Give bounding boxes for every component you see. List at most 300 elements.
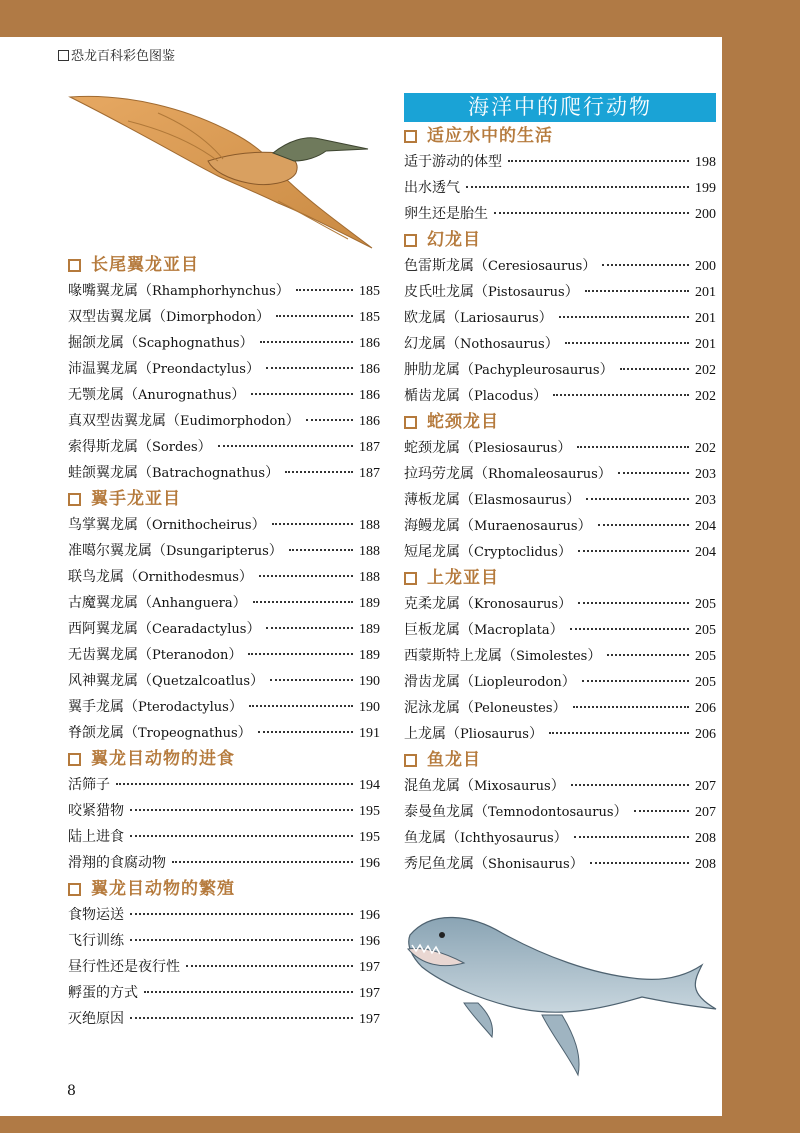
entry-latin-name: Anurognathus bbox=[138, 388, 232, 403]
entry-page-number: 206 bbox=[695, 701, 716, 716]
entry-title: 海鳗龙属（Muraenosaurus） bbox=[404, 518, 592, 534]
toc-left-column bbox=[68, 252, 380, 1032]
entry-title: 幻龙属（Nothosaurus） bbox=[404, 336, 559, 352]
entry-chinese-name: 蛙颌翼龙属 bbox=[68, 465, 138, 481]
entry-title: 鱼龙属（Ichthyosaurus） bbox=[404, 830, 568, 846]
entry-page-number: 204 bbox=[695, 545, 716, 560]
checkbox-square-icon bbox=[68, 493, 81, 506]
entry-title bbox=[68, 928, 124, 954]
leader-dots bbox=[253, 601, 353, 603]
entry-page-number: 186 bbox=[359, 414, 380, 429]
entry-title bbox=[404, 149, 502, 175]
header-title: 恐龙百科彩色图鉴 bbox=[71, 49, 176, 64]
entry-title: 古魔翼龙属（Anhanguera） bbox=[68, 595, 247, 611]
entry-page-number: 185 bbox=[359, 310, 380, 325]
entry-latin-name: Peloneustes bbox=[474, 701, 553, 716]
toc-entry[interactable] bbox=[404, 773, 716, 799]
entry-chinese-name: 出水透气 bbox=[404, 180, 460, 196]
category-title: 上龙亚目 bbox=[427, 568, 499, 588]
entry-title bbox=[404, 175, 460, 201]
leader-dots bbox=[578, 602, 689, 604]
leader-dots bbox=[251, 393, 353, 395]
leader-dots bbox=[585, 290, 689, 292]
toc-entry[interactable] bbox=[68, 850, 380, 876]
running-header bbox=[58, 45, 175, 64]
entry-title: 上龙属（Pliosaurus） bbox=[404, 726, 543, 742]
entry-title: 无齿翼龙属（Pteranodon） bbox=[68, 647, 243, 663]
category-title: 长尾翼龙亚目 bbox=[91, 255, 199, 275]
entry-chinese-name: 西蒙斯特上龙属 bbox=[404, 648, 502, 664]
toc-right-column bbox=[404, 93, 716, 877]
category-title: 翼龙目动物的繁殖 bbox=[91, 879, 235, 899]
entry-title: 薄板龙属（Elasmosaurus） bbox=[404, 492, 581, 508]
leader-dots bbox=[285, 471, 353, 473]
toc-entry[interactable] bbox=[404, 695, 716, 721]
toc-entry[interactable] bbox=[68, 278, 380, 304]
header-box-icon bbox=[58, 50, 69, 61]
entry-page-number: 186 bbox=[359, 336, 380, 351]
entry-page-number: 196 bbox=[359, 934, 380, 949]
entry-page-number: 204 bbox=[695, 519, 716, 534]
entry-chinese-name: 真双型齿翼龙属 bbox=[68, 413, 166, 429]
entry-page-number: 207 bbox=[695, 805, 716, 820]
leader-dots bbox=[259, 575, 353, 577]
entry-latin-name: Quetzalcoatlus bbox=[152, 674, 250, 689]
category-heading bbox=[404, 123, 716, 149]
entry-latin-name: Eudimorphodon bbox=[180, 414, 286, 429]
entry-latin-name: Ornithodesmus bbox=[138, 570, 239, 585]
toc-entry[interactable] bbox=[68, 538, 380, 564]
entry-page-number: 195 bbox=[359, 804, 380, 819]
toc-entry[interactable] bbox=[404, 643, 716, 669]
toc-entry[interactable] bbox=[68, 616, 380, 642]
toc-entry[interactable] bbox=[68, 980, 380, 1006]
leader-dots bbox=[549, 732, 689, 734]
leader-dots bbox=[553, 394, 689, 396]
entry-page-number: 187 bbox=[359, 466, 380, 481]
entry-latin-name: Cryptoclidus bbox=[474, 545, 558, 560]
toc-entry[interactable] bbox=[68, 330, 380, 356]
entry-title bbox=[68, 954, 180, 980]
entry-title bbox=[404, 201, 488, 227]
entry-title: 沛温翼龙属（Preondactylus） bbox=[68, 361, 260, 377]
entry-page-number: 190 bbox=[359, 700, 380, 715]
category-heading bbox=[68, 486, 380, 512]
entry-page-number: 208 bbox=[695, 857, 716, 872]
entry-title bbox=[68, 1006, 124, 1032]
page-number: 8 bbox=[67, 1083, 76, 1099]
toc-entry[interactable] bbox=[68, 304, 380, 330]
leader-dots bbox=[586, 498, 689, 500]
toc-entry[interactable] bbox=[404, 617, 716, 643]
category-heading bbox=[404, 747, 716, 773]
toc-entry[interactable] bbox=[68, 642, 380, 668]
entry-page-number: 189 bbox=[359, 622, 380, 637]
category-heading bbox=[68, 876, 380, 902]
toc-entry[interactable] bbox=[68, 512, 380, 538]
leader-dots bbox=[582, 680, 689, 682]
entry-title bbox=[68, 824, 124, 850]
leader-dots bbox=[249, 705, 353, 707]
toc-entry[interactable] bbox=[404, 513, 716, 539]
leader-dots bbox=[508, 160, 689, 162]
entry-title: 巨板龙属（Macroplata） bbox=[404, 622, 564, 638]
entry-title: 索得斯龙属（Sordes） bbox=[68, 439, 212, 455]
entry-chinese-name: 活筛子 bbox=[68, 777, 110, 793]
entry-chinese-name: 灭绝原因 bbox=[68, 1011, 124, 1027]
entry-latin-name: Elasmosaurus bbox=[474, 493, 567, 508]
entry-chinese-name: 食物运送 bbox=[68, 907, 124, 923]
toc-entry[interactable] bbox=[404, 279, 716, 305]
entry-chinese-name: 欧龙属 bbox=[404, 310, 446, 326]
toc-entry[interactable] bbox=[68, 928, 380, 954]
category-title: 翼龙目动物的进食 bbox=[91, 749, 235, 769]
entry-latin-name: Plesiosaurus bbox=[474, 441, 558, 456]
entry-chinese-name: 皮氏吐龙属 bbox=[404, 284, 474, 300]
entry-title: 无颚龙属（Anurognathus） bbox=[68, 387, 246, 403]
entry-title: 克柔龙属（Kronosaurus） bbox=[404, 596, 573, 612]
entry-chinese-name: 秀尼鱼龙属 bbox=[404, 856, 474, 872]
entry-chinese-name: 短尾龙属 bbox=[404, 544, 460, 560]
leader-dots bbox=[634, 810, 689, 812]
entry-title bbox=[68, 772, 110, 798]
entry-chinese-name: 孵蛋的方式 bbox=[68, 985, 138, 1001]
entry-chinese-name: 飞行训练 bbox=[68, 933, 124, 949]
entry-page-number: 195 bbox=[359, 830, 380, 845]
leader-dots bbox=[607, 654, 689, 656]
leader-dots bbox=[577, 446, 689, 448]
entry-chinese-name: 卵生还是胎生 bbox=[404, 206, 488, 222]
toc-entry[interactable] bbox=[68, 720, 380, 746]
entry-chinese-name: 巨板龙属 bbox=[404, 622, 460, 638]
entry-page-number: 201 bbox=[695, 285, 716, 300]
book-page bbox=[0, 37, 722, 1116]
entry-page-number: 203 bbox=[695, 467, 716, 482]
entry-page-number: 202 bbox=[695, 389, 716, 404]
leader-dots bbox=[306, 419, 353, 421]
entry-chinese-name: 鱼龙属 bbox=[404, 830, 446, 846]
entry-latin-name: Nothosaurus bbox=[460, 337, 545, 352]
leader-dots bbox=[260, 341, 353, 343]
entry-latin-name: Temnodontosaurus bbox=[488, 805, 614, 820]
entry-chinese-name: 翼手龙属 bbox=[68, 699, 124, 715]
toc-entry[interactable] bbox=[404, 591, 716, 617]
entry-page-number: 203 bbox=[695, 493, 716, 508]
entry-title: 拉玛劳龙属（Rhomaleosaurus） bbox=[404, 466, 612, 482]
entry-chinese-name: 滑翔的食腐动物 bbox=[68, 855, 166, 871]
entry-title: 蛇颈龙属（Plesiosaurus） bbox=[404, 440, 572, 456]
entry-latin-name: Kronosaurus bbox=[474, 597, 559, 612]
toc-entry[interactable] bbox=[404, 175, 716, 201]
entry-page-number: 197 bbox=[359, 986, 380, 1001]
entry-title: 鸟掌翼龙属（Ornithocheirus） bbox=[68, 517, 266, 533]
entry-title: 翼手龙属（Pterodactylus） bbox=[68, 699, 243, 715]
toc-entry[interactable] bbox=[68, 408, 380, 434]
entry-chinese-name: 脊颌龙属 bbox=[68, 725, 124, 741]
category-heading bbox=[404, 227, 716, 253]
toc-entry[interactable] bbox=[68, 1006, 380, 1032]
entry-chinese-name: 陆上进食 bbox=[68, 829, 124, 845]
entry-chinese-name: 滑齿龙属 bbox=[404, 674, 460, 690]
leader-dots bbox=[620, 368, 689, 370]
entry-page-number: 188 bbox=[359, 570, 380, 585]
toc-entry[interactable] bbox=[68, 590, 380, 616]
entry-page-number: 189 bbox=[359, 596, 380, 611]
entry-title: 泰曼鱼龙属（Temnodontosaurus） bbox=[404, 804, 628, 820]
entry-chinese-name: 适于游动的体型 bbox=[404, 154, 502, 170]
entry-title: 欧龙属（Lariosaurus） bbox=[404, 310, 553, 326]
entry-page-number: 186 bbox=[359, 362, 380, 377]
toc-entry[interactable] bbox=[404, 357, 716, 383]
checkbox-square-icon bbox=[68, 259, 81, 272]
toc-entry[interactable] bbox=[404, 799, 716, 825]
entry-page-number: 191 bbox=[359, 726, 380, 741]
entry-latin-name: Dimorphodon bbox=[166, 310, 256, 325]
entry-latin-name: Cearadactylus bbox=[152, 622, 247, 637]
toc-entry[interactable] bbox=[404, 721, 716, 747]
entry-page-number: 186 bbox=[359, 388, 380, 403]
toc-entry[interactable] bbox=[68, 382, 380, 408]
leader-dots bbox=[598, 524, 689, 526]
leader-dots bbox=[130, 835, 353, 837]
entry-chinese-name: 肿肋龙属 bbox=[404, 362, 460, 378]
entry-chinese-name: 联鸟龙属 bbox=[68, 569, 124, 585]
entry-title: 西蒙斯特上龙属（Simolestes） bbox=[404, 648, 602, 664]
toc-entry[interactable] bbox=[68, 694, 380, 720]
entry-chinese-name: 西阿翼龙属 bbox=[68, 621, 138, 637]
leader-dots bbox=[565, 342, 689, 344]
leader-dots bbox=[130, 939, 353, 941]
toc-entry[interactable] bbox=[404, 201, 716, 227]
toc-entry[interactable] bbox=[404, 461, 716, 487]
entry-latin-name: Pteranodon bbox=[152, 648, 229, 663]
toc-entry[interactable] bbox=[68, 954, 380, 980]
category-heading bbox=[68, 746, 380, 772]
entry-title: 秀尼鱼龙属（Shonisaurus） bbox=[404, 856, 584, 872]
entry-latin-name: Pterodactylus bbox=[138, 700, 229, 715]
entry-chinese-name: 蛇颈龙属 bbox=[404, 440, 460, 456]
toc-entry[interactable] bbox=[404, 487, 716, 513]
toc-entry[interactable] bbox=[68, 902, 380, 928]
entry-latin-name: Lariosaurus bbox=[460, 311, 539, 326]
toc-entry[interactable] bbox=[404, 253, 716, 279]
toc-entry[interactable] bbox=[68, 434, 380, 460]
entry-title: 准噶尔翼龙属（Dsungaripterus） bbox=[68, 543, 283, 559]
entry-latin-name: Batrachognathus bbox=[152, 466, 266, 481]
entry-title: 楯齿龙属（Placodus） bbox=[404, 388, 548, 404]
leader-dots bbox=[570, 628, 689, 630]
entry-chinese-name: 上龙属 bbox=[404, 726, 446, 742]
entry-page-number: 194 bbox=[359, 778, 380, 793]
leader-dots bbox=[270, 679, 353, 681]
entry-title bbox=[68, 850, 166, 876]
entry-page-number: 205 bbox=[695, 623, 716, 638]
entry-latin-name: Placodus bbox=[474, 389, 534, 404]
checkbox-square-icon bbox=[404, 754, 417, 767]
entry-page-number: 188 bbox=[359, 518, 380, 533]
entry-latin-name: Ceresiosaurus bbox=[488, 259, 583, 274]
entry-page-number: 205 bbox=[695, 649, 716, 664]
entry-latin-name: Ornithocheirus bbox=[152, 518, 252, 533]
toc-entry[interactable] bbox=[404, 539, 716, 565]
checkbox-square-icon bbox=[68, 883, 81, 896]
entry-title: 混鱼龙属（Mixosaurus） bbox=[404, 778, 565, 794]
entry-chinese-name: 沛温翼龙属 bbox=[68, 361, 138, 377]
entry-latin-name: Pachypleurosaurus bbox=[474, 363, 600, 378]
entry-title: 掘颌龙属（Scaphognathus） bbox=[68, 335, 254, 351]
leader-dots bbox=[116, 783, 353, 785]
entry-latin-name: Pistosaurus bbox=[488, 285, 565, 300]
toc-entry[interactable] bbox=[68, 668, 380, 694]
checkbox-square-icon bbox=[404, 572, 417, 585]
entry-latin-name: Shonisaurus bbox=[488, 857, 570, 872]
entry-latin-name: Sordes bbox=[152, 440, 198, 455]
entry-latin-name: Preondactylus bbox=[152, 362, 246, 377]
section-banner: 海洋中的爬行动物 bbox=[404, 93, 716, 122]
toc-entry[interactable] bbox=[68, 798, 380, 824]
category-heading bbox=[404, 565, 716, 591]
entry-chinese-name: 掘颌龙属 bbox=[68, 335, 124, 351]
entry-page-number: 197 bbox=[359, 1012, 380, 1027]
entry-latin-name: Liopleurodon bbox=[474, 675, 562, 690]
entry-chinese-name: 泥泳龙属 bbox=[404, 700, 460, 716]
entry-title: 脊颌龙属（Tropeognathus） bbox=[68, 725, 252, 741]
entry-page-number: 208 bbox=[695, 831, 716, 846]
entry-page-number: 198 bbox=[695, 155, 716, 170]
entry-chinese-name: 鸟掌翼龙属 bbox=[68, 517, 138, 533]
leader-dots bbox=[144, 991, 353, 993]
entry-page-number: 201 bbox=[695, 337, 716, 352]
entry-latin-name: Macroplata bbox=[474, 623, 550, 638]
entry-title: 双型齿翼龙属（Dimorphodon） bbox=[68, 309, 270, 325]
category-heading bbox=[68, 252, 380, 278]
entry-chinese-name: 索得斯龙属 bbox=[68, 439, 138, 455]
leader-dots bbox=[186, 965, 353, 967]
marine-reptile-illustration bbox=[402, 905, 720, 1077]
toc-entry[interactable] bbox=[68, 824, 380, 850]
entry-chinese-name: 咬紧猎物 bbox=[68, 803, 124, 819]
entry-title: 联鸟龙属（Ornithodesmus） bbox=[68, 569, 253, 585]
leader-dots bbox=[266, 367, 353, 369]
entry-latin-name: Ichthyosaurus bbox=[460, 831, 554, 846]
toc-entry[interactable] bbox=[404, 331, 716, 357]
toc-entry[interactable] bbox=[404, 669, 716, 695]
entry-title: 西阿翼龙属（Cearadactylus） bbox=[68, 621, 261, 637]
entry-page-number: 202 bbox=[695, 441, 716, 456]
entry-page-number: 200 bbox=[695, 207, 716, 222]
entry-title bbox=[68, 798, 124, 824]
toc-entry[interactable] bbox=[404, 825, 716, 851]
category-title: 鱼龙目 bbox=[427, 750, 481, 770]
entry-page-number: 206 bbox=[695, 727, 716, 742]
pterosaur-illustration bbox=[68, 91, 374, 249]
entry-chinese-name: 风神翼龙属 bbox=[68, 673, 138, 689]
category-title: 翼手龙亚目 bbox=[91, 489, 181, 509]
entry-title: 泥泳龙属（Peloneustes） bbox=[404, 700, 567, 716]
toc-entry[interactable] bbox=[404, 305, 716, 331]
category-title: 幻龙目 bbox=[427, 230, 481, 250]
leader-dots bbox=[574, 836, 689, 838]
leader-dots bbox=[218, 445, 353, 447]
entry-title: 蛙颌翼龙属（Batrachognathus） bbox=[68, 465, 280, 481]
entry-chinese-name: 幻龙属 bbox=[404, 336, 446, 352]
entry-page-number: 197 bbox=[359, 960, 380, 975]
entry-latin-name: Muraenosaurus bbox=[474, 519, 578, 534]
entry-latin-name: Tropeognathus bbox=[138, 726, 238, 741]
leader-dots bbox=[590, 862, 689, 864]
leader-dots bbox=[276, 315, 353, 317]
entry-page-number: 205 bbox=[695, 597, 716, 612]
entry-chinese-name: 双型齿翼龙属 bbox=[68, 309, 152, 325]
entry-page-number: 196 bbox=[359, 856, 380, 871]
toc-entry[interactable] bbox=[68, 772, 380, 798]
leader-dots bbox=[573, 706, 689, 708]
entry-page-number: 205 bbox=[695, 675, 716, 690]
entry-chinese-name: 楯齿龙属 bbox=[404, 388, 460, 404]
toc-entry[interactable] bbox=[404, 435, 716, 461]
leader-dots bbox=[571, 784, 689, 786]
entry-chinese-name: 拉玛劳龙属 bbox=[404, 466, 474, 482]
entry-chinese-name: 喙嘴翼龙属 bbox=[68, 283, 138, 299]
entry-title: 色雷斯龙属（Ceresiosaurus） bbox=[404, 258, 597, 274]
toc-entry[interactable] bbox=[404, 383, 716, 409]
entry-latin-name: Pliosaurus bbox=[460, 727, 529, 742]
category-heading bbox=[404, 409, 716, 435]
entry-title: 皮氏吐龙属（Pistosaurus） bbox=[404, 284, 579, 300]
leader-dots bbox=[130, 809, 353, 811]
entry-chinese-name: 混鱼龙属 bbox=[404, 778, 460, 794]
toc-entry[interactable] bbox=[68, 356, 380, 382]
entry-chinese-name: 海鳗龙属 bbox=[404, 518, 460, 534]
entry-title: 滑齿龙属（Liopleurodon） bbox=[404, 674, 576, 690]
entry-title: 风神翼龙属（Quetzalcoatlus） bbox=[68, 673, 264, 689]
toc-entry[interactable] bbox=[68, 564, 380, 590]
toc-entry[interactable] bbox=[68, 460, 380, 486]
category-title: 蛇颈龙目 bbox=[427, 412, 499, 432]
entry-latin-name: Mixosaurus bbox=[474, 779, 551, 794]
leader-dots bbox=[466, 186, 689, 188]
checkbox-square-icon bbox=[68, 753, 81, 766]
entry-page-number: 196 bbox=[359, 908, 380, 923]
toc-entry[interactable] bbox=[404, 851, 716, 877]
entry-chinese-name: 无颚龙属 bbox=[68, 387, 124, 403]
entry-title: 喙嘴翼龙属（Rhamphorhynchus） bbox=[68, 283, 290, 299]
entry-latin-name: Simolestes bbox=[516, 649, 588, 664]
leader-dots bbox=[602, 264, 689, 266]
entry-latin-name: Scaphognathus bbox=[138, 336, 240, 351]
leader-dots bbox=[578, 550, 689, 552]
entry-chinese-name: 克柔龙属 bbox=[404, 596, 460, 612]
leader-dots bbox=[130, 913, 353, 915]
checkbox-square-icon bbox=[404, 130, 417, 143]
entry-chinese-name: 无齿翼龙属 bbox=[68, 647, 138, 663]
entry-chinese-name: 准噶尔翼龙属 bbox=[68, 543, 152, 559]
entry-page-number: 185 bbox=[359, 284, 380, 299]
entry-page-number: 190 bbox=[359, 674, 380, 689]
entry-title: 短尾龙属（Cryptoclidus） bbox=[404, 544, 572, 560]
entry-page-number: 200 bbox=[695, 259, 716, 274]
checkbox-square-icon bbox=[404, 416, 417, 429]
entry-latin-name: Anhanguera bbox=[152, 596, 233, 611]
entry-page-number: 199 bbox=[695, 181, 716, 196]
leader-dots bbox=[248, 653, 353, 655]
entry-title bbox=[68, 980, 138, 1006]
toc-entry[interactable] bbox=[404, 149, 716, 175]
leader-dots bbox=[266, 627, 353, 629]
leader-dots bbox=[258, 731, 353, 733]
leader-dots bbox=[130, 1017, 353, 1019]
entry-latin-name: Rhamphorhynchus bbox=[152, 284, 276, 299]
